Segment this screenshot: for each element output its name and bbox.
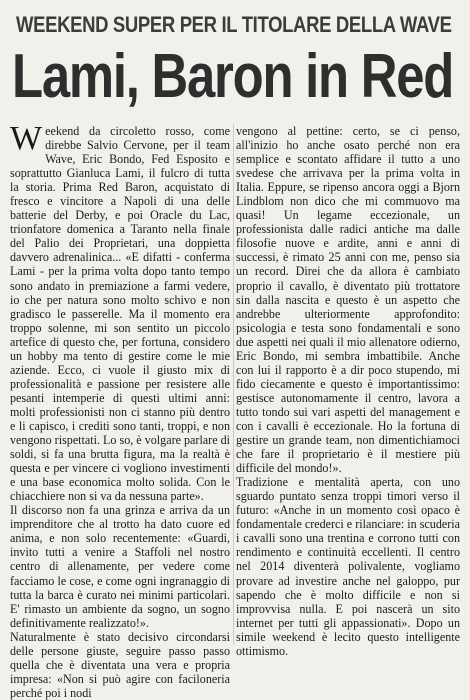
paragraph-1-text: eekend da circoletto rosso, come direbbe Salvio Cervone, per il team Wave, Eric Bondo, Fed Esposito e soprattutto Gianluca Lami, il fulcro di tutta la storia. Prima Red Baron, acquistato di fresco e vincitore a Napoli di una delle batterie del Derby, e poi Oracle du Lac, trionfatore domenica a Taranto nella finale del Palio dei Proprietari, una doppietta davvero adrenalinica... «E difatti - conferma Lami - per la prima volta dopo tanto tempo sono andato in premiazione a farmi vedere, io che per natura sono molto schivo e non gradisco le passerelle. Ma il momento era troppo solenne, mi son sentito un piccolo artefice di questo che, per fortuna, considero un hobby ma tento di gestire come le mie aziende. Ecco, ci vuole il giusto mix di professionalità e passione per resistere alle pesanti intemperie di questi ultimi anni: molti professionisti non ci stanno più dentro e li capisco, i crediti sono tanti, troppi, e non vengono rispettati. Lo so, è volgare parlare di soldi, si fa una brutta figura, ma la realtà è questa e per vincere ci vogliono investimenti e una base economica molto solida. Con le chiacchiere non si va da nessuna parte». [10, 124, 230, 504]
drop-cap: W [10, 120, 43, 157]
column-divider [233, 124, 234, 645]
article-headline: Lami, Baron in Red [12, 42, 454, 111]
paragraph-4: vengono al pettine: certo, se ci penso, all'inizio ho anche osato perché non era semplice e scontato affidare il tutto a uno svedese che arrivava per la prima volta in Italia. Eppure, se ripenso ancora oggi a Bjorn Lindblom non dico che mi commuovo ma quasi! Un legame eccezionale, un professionista dalle radici antiche ma dalle filosofie nuove e ardite, anni e anni di successi, è rimato 25 anni con me, penso sia un record. Direi che da allora è cambiato proprio il cavallo, è diventato più trottatore sin dalla nascita e questo è un aspetto che andrebbe ulteriormente approfondito: psicologia e testa sono fondamentali e sono due aspetti nei quali il mio allenatore odierno, Eric Bondo, mi sembra imbattibile. Anche con lui il rapporto è a dir poco stupendo, mi fido ciecamente e questo è importantissimo: gestisce autonomamente il centro, lavora a tutto tondo sui vari aspetti del management e con i cavalli è eccezionale. Ho la fortuna di gestire un grande team, non dimentichiamoci che fare il proprietario è il mestiere più difficile del mondo!». [236, 124, 460, 476]
paragraph-5: Tradizione e mentalità aperta, con uno sguardo puntato senza troppi timori verso il futuro: «Anche in un momento così opaco è fondamentale crederci e rilanciare: in scuderia i cavalli sono una trentina e corrono tutti con rendimento e continuità eccellenti. Il centro nel 2014 diventerà polivalente, vogliamo provare ad investire anche nel galoppo, pur sapendo che è molto difficile e non si improvvisa nulla. E poi nascerà un sito internet per tutti gli appassionati». Dopo un simile weekend è lecito questo intelligente ottimismo. [236, 475, 460, 658]
paragraph-1 [10, 120, 230, 504]
article-column-1 [10, 120, 230, 700]
paragraph-3: Naturalmente è stato decisivo circondarsi delle persone giuste, seguire passo passo quella che è diventata una vera e propria impresa: «Non si può agire con faciloneria perché poi i nodi [10, 629, 230, 700]
article-kicker: WEEKEND SUPER PER IL TITOLARE DELLA WAVE [16, 12, 452, 37]
paragraph-2: Il discorso non fa una grinza e arriva da un imprenditore che al trotto ha dato cuore ed anima, e non solo recentemente: «Guardi, invito tutti a venire a Staffoli nel nostro centro di allenamente, per vedere come facciamo le cose, e come ogni ingranaggio di tutta la barca è curato nei minimi particolari. E' rimasto un ambiente da sogno, un sogno definitivamente realizzato!». [10, 503, 230, 630]
article-column-2 [236, 124, 460, 658]
